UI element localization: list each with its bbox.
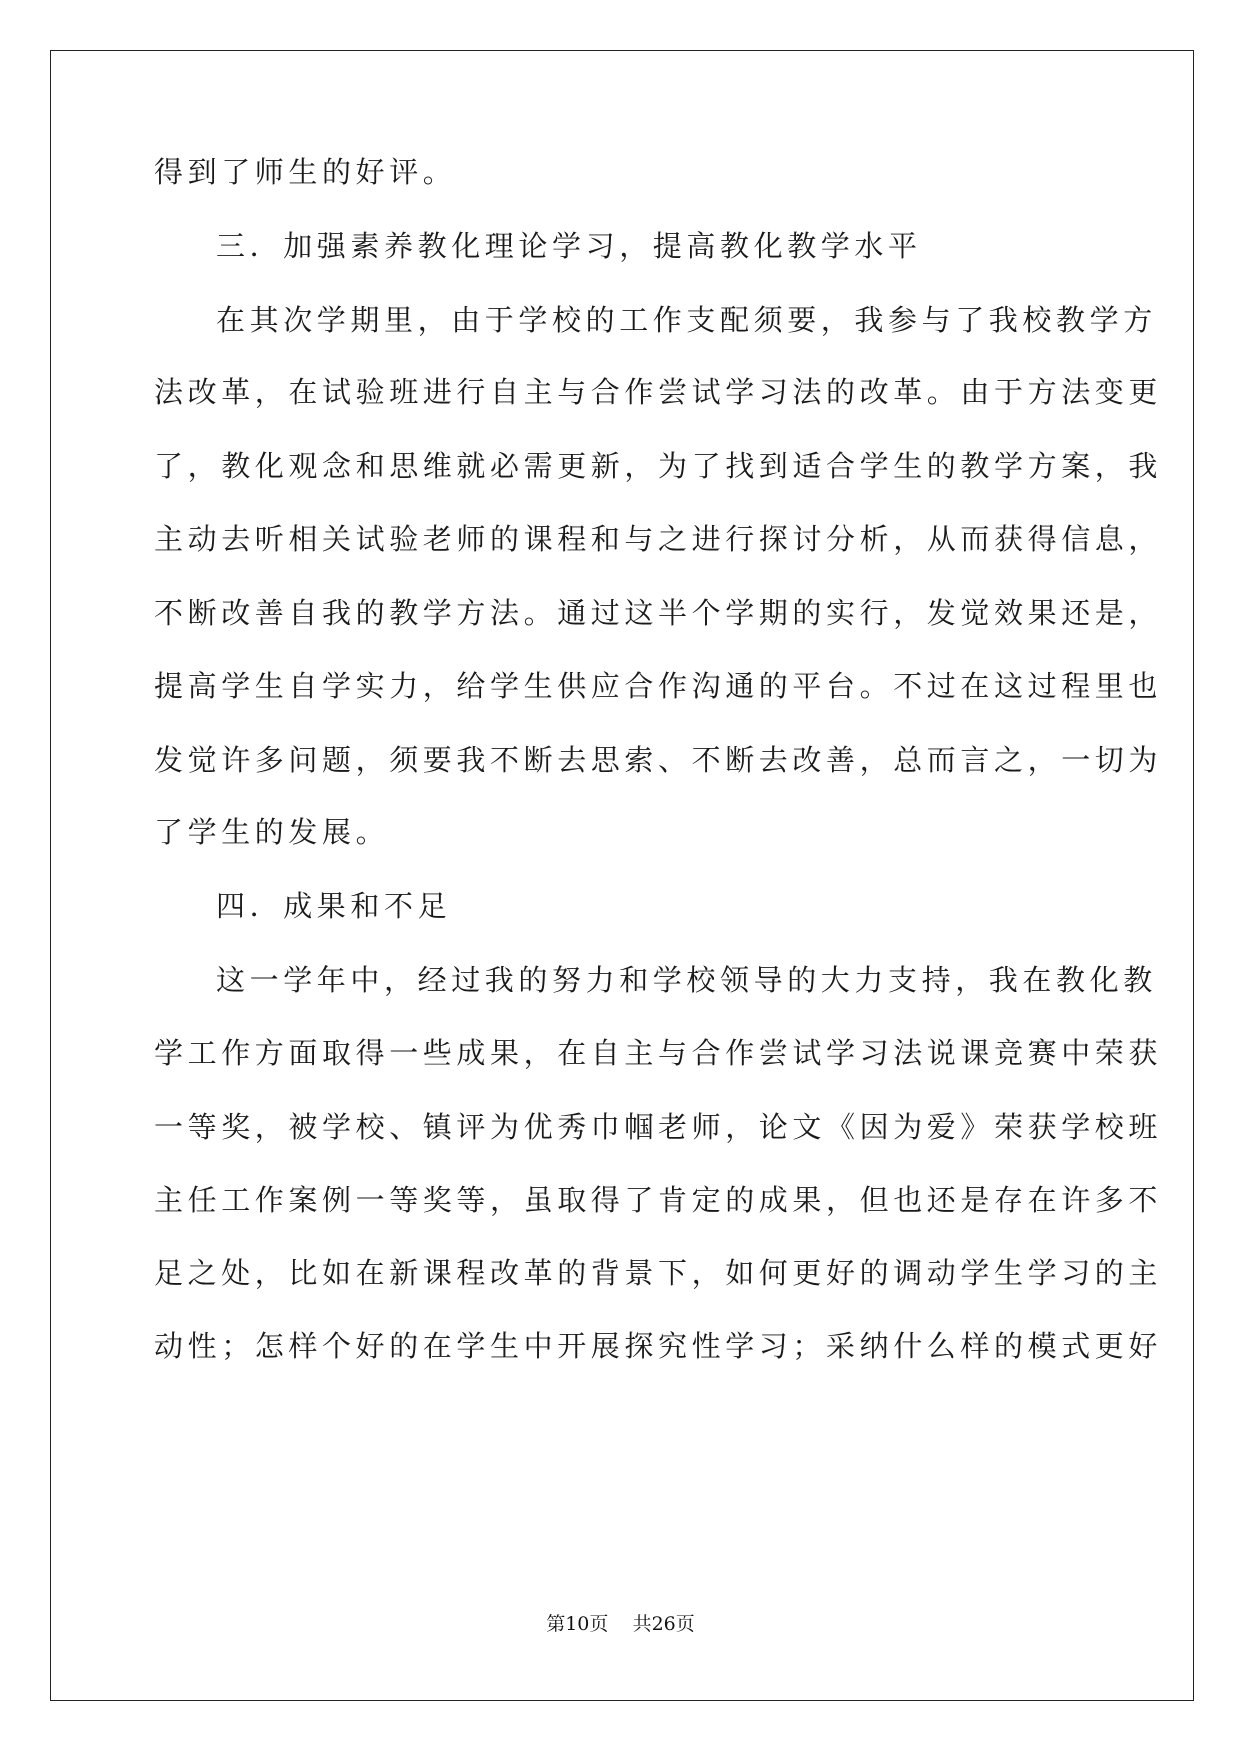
- text-line: 发觉许多问题，须要我不断去思索、不断去改善，总而言之，一切为: [154, 743, 1163, 777]
- text-line: 在其次学期里，由于学校的工作支配须要，我参与了我校教学方: [216, 303, 1157, 337]
- text-line: 了，教化观念和思维就必需更新，为了找到适合学生的教学方案，我: [154, 449, 1163, 483]
- section-heading: 四．成果和不足: [216, 889, 452, 923]
- text-line: 动性；怎样个好的在学生中开展探究性学习；采纳什么样的模式更好: [154, 1329, 1163, 1363]
- page-number: 第10页: [546, 1613, 609, 1635]
- text-line: 不断改善自我的教学方法。通过这半个学期的实行，发觉效果还是，: [154, 596, 1163, 630]
- page-border: [50, 50, 1194, 1701]
- text-line: 提高学生自学实力，给学生供应合作沟通的平台。不过在这过程里也: [154, 669, 1163, 703]
- text-line: 一等奖，被学校、镇评为优秀巾帼老师，论文《因为爱》荣获学校班: [154, 1110, 1163, 1144]
- text-line: 主动去听相关试验老师的课程和与之进行探讨分析，从而获得信息，: [154, 522, 1163, 556]
- text-line: 了学生的发展。: [154, 815, 390, 849]
- text-line: 足之处，比如在新课程改革的背景下，如何更好的调动学生学习的主: [154, 1256, 1163, 1290]
- text-line: 主任工作案例一等奖等，虽取得了肯定的成果，但也还是存在许多不: [154, 1183, 1163, 1217]
- text-line: 学工作方面取得一些成果，在自主与合作尝试学习法说课竞赛中荣获: [154, 1036, 1163, 1070]
- page-total: 共26页: [632, 1613, 695, 1635]
- text-line: 法改革，在试验班进行自主与合作尝试学习法的改革。由于方法变更: [154, 375, 1163, 409]
- page-footer: [0, 1612, 1241, 1636]
- section-heading: 三．加强素养教化理论学习，提高教化教学水平: [216, 229, 922, 263]
- text-line: 得到了师生的好评。: [154, 155, 457, 189]
- text-line: 这一学年中，经过我的努力和学校领导的大力支持，我在教化教: [216, 963, 1157, 997]
